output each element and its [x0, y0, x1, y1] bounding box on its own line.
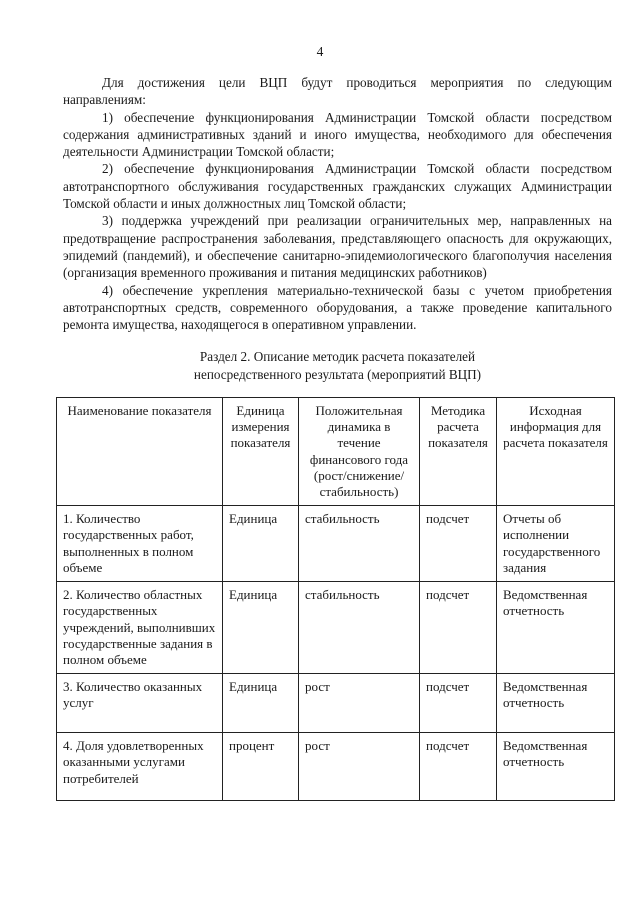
cell-name: 4. Доля удовлетворенных оказанными услугами потребителей: [57, 733, 223, 801]
cell-name: 2. Количество областных государственных учреждений, выполнивших государственные задания в полном объеме: [57, 582, 223, 674]
cell-method: подсчет: [420, 733, 497, 801]
intro-paragraph: Для достижения цели ВЦП будут проводиться мероприятия по следующим направлениям:: [63, 75, 612, 108]
body-text: [63, 74, 612, 333]
section-title: [63, 348, 612, 383]
cell-source: Ведомственная отчетность: [497, 733, 615, 801]
cell-source: Ведомственная отчетность: [497, 582, 615, 674]
cell-method: подсчет: [420, 674, 497, 733]
header-method: Методика расчета показателя: [420, 398, 497, 506]
page-number: 4: [316, 44, 324, 59]
header-dynamics: Положительная динамика в течение финансового года (рост/снижение/ стабильность): [299, 398, 420, 506]
direction-item-4: 4) обеспечение укрепления материально-технической базы с учетом приобретения автотранспортных средств, современного оборудования, а также проведение капитального ремонта имущества, находящегося в оперативном управлении.: [63, 282, 612, 333]
direction-item-1: 1) обеспечение функционирования Администрации Томской области посредством содержания административных зданий и иного имущества, необходимого для обеспечения деятельности Администрации Томской области;: [63, 109, 612, 160]
cell-method: подсчет: [420, 582, 497, 674]
indicators-table: [56, 397, 615, 801]
section-title-line-1: Раздел 2. Описание методик расчета показателей: [199, 349, 476, 364]
cell-source: Отчеты об исполнении государственного задания: [497, 506, 615, 582]
header-unit: Единица измерения показателя: [223, 398, 299, 506]
table-row: [57, 506, 615, 582]
cell-dynamics: стабильность: [299, 506, 420, 582]
cell-dynamics: стабильность: [299, 582, 420, 674]
cell-dynamics: рост: [299, 733, 420, 801]
table-row: [57, 674, 615, 733]
cell-method: подсчет: [420, 506, 497, 582]
direction-item-2: 2) обеспечение функционирования Администрации Томской области посредством автотранспортного обслуживания государственных гражданских служащих Администрации Томской области и иных должностных лиц Томской области;: [63, 161, 612, 212]
table-header-row: [57, 398, 615, 506]
cell-source: Ведомственная отчетность: [497, 674, 615, 733]
header-name: Наименование показателя: [57, 398, 223, 506]
table-row: [57, 733, 615, 801]
cell-dynamics: рост: [299, 674, 420, 733]
header-source: Исходная информация для расчета показателя: [497, 398, 615, 506]
section-title-line-2: непосредственного результата (мероприятий ВЦП): [193, 366, 482, 382]
cell-name: 3. Количество оказанных услуг: [57, 674, 223, 733]
cell-name: 1. Количество государственных работ, выполненных в полном объеме: [57, 506, 223, 582]
cell-unit: Единица: [223, 674, 299, 733]
cell-unit: Единица: [223, 582, 299, 674]
cell-unit: Единица: [223, 506, 299, 582]
cell-unit: процент: [223, 733, 299, 801]
direction-item-3: 3) поддержка учреждений при реализации ограничительных мер, направленных на предотвращение распространения заболевания, представляющего опасность для окружающих, эпидемий (пандемий), и обеспечение санитарно-эпидемиологического благополучия населения (организация временного проживания и питания медицинских работников): [63, 213, 612, 281]
table-row: [57, 582, 615, 674]
